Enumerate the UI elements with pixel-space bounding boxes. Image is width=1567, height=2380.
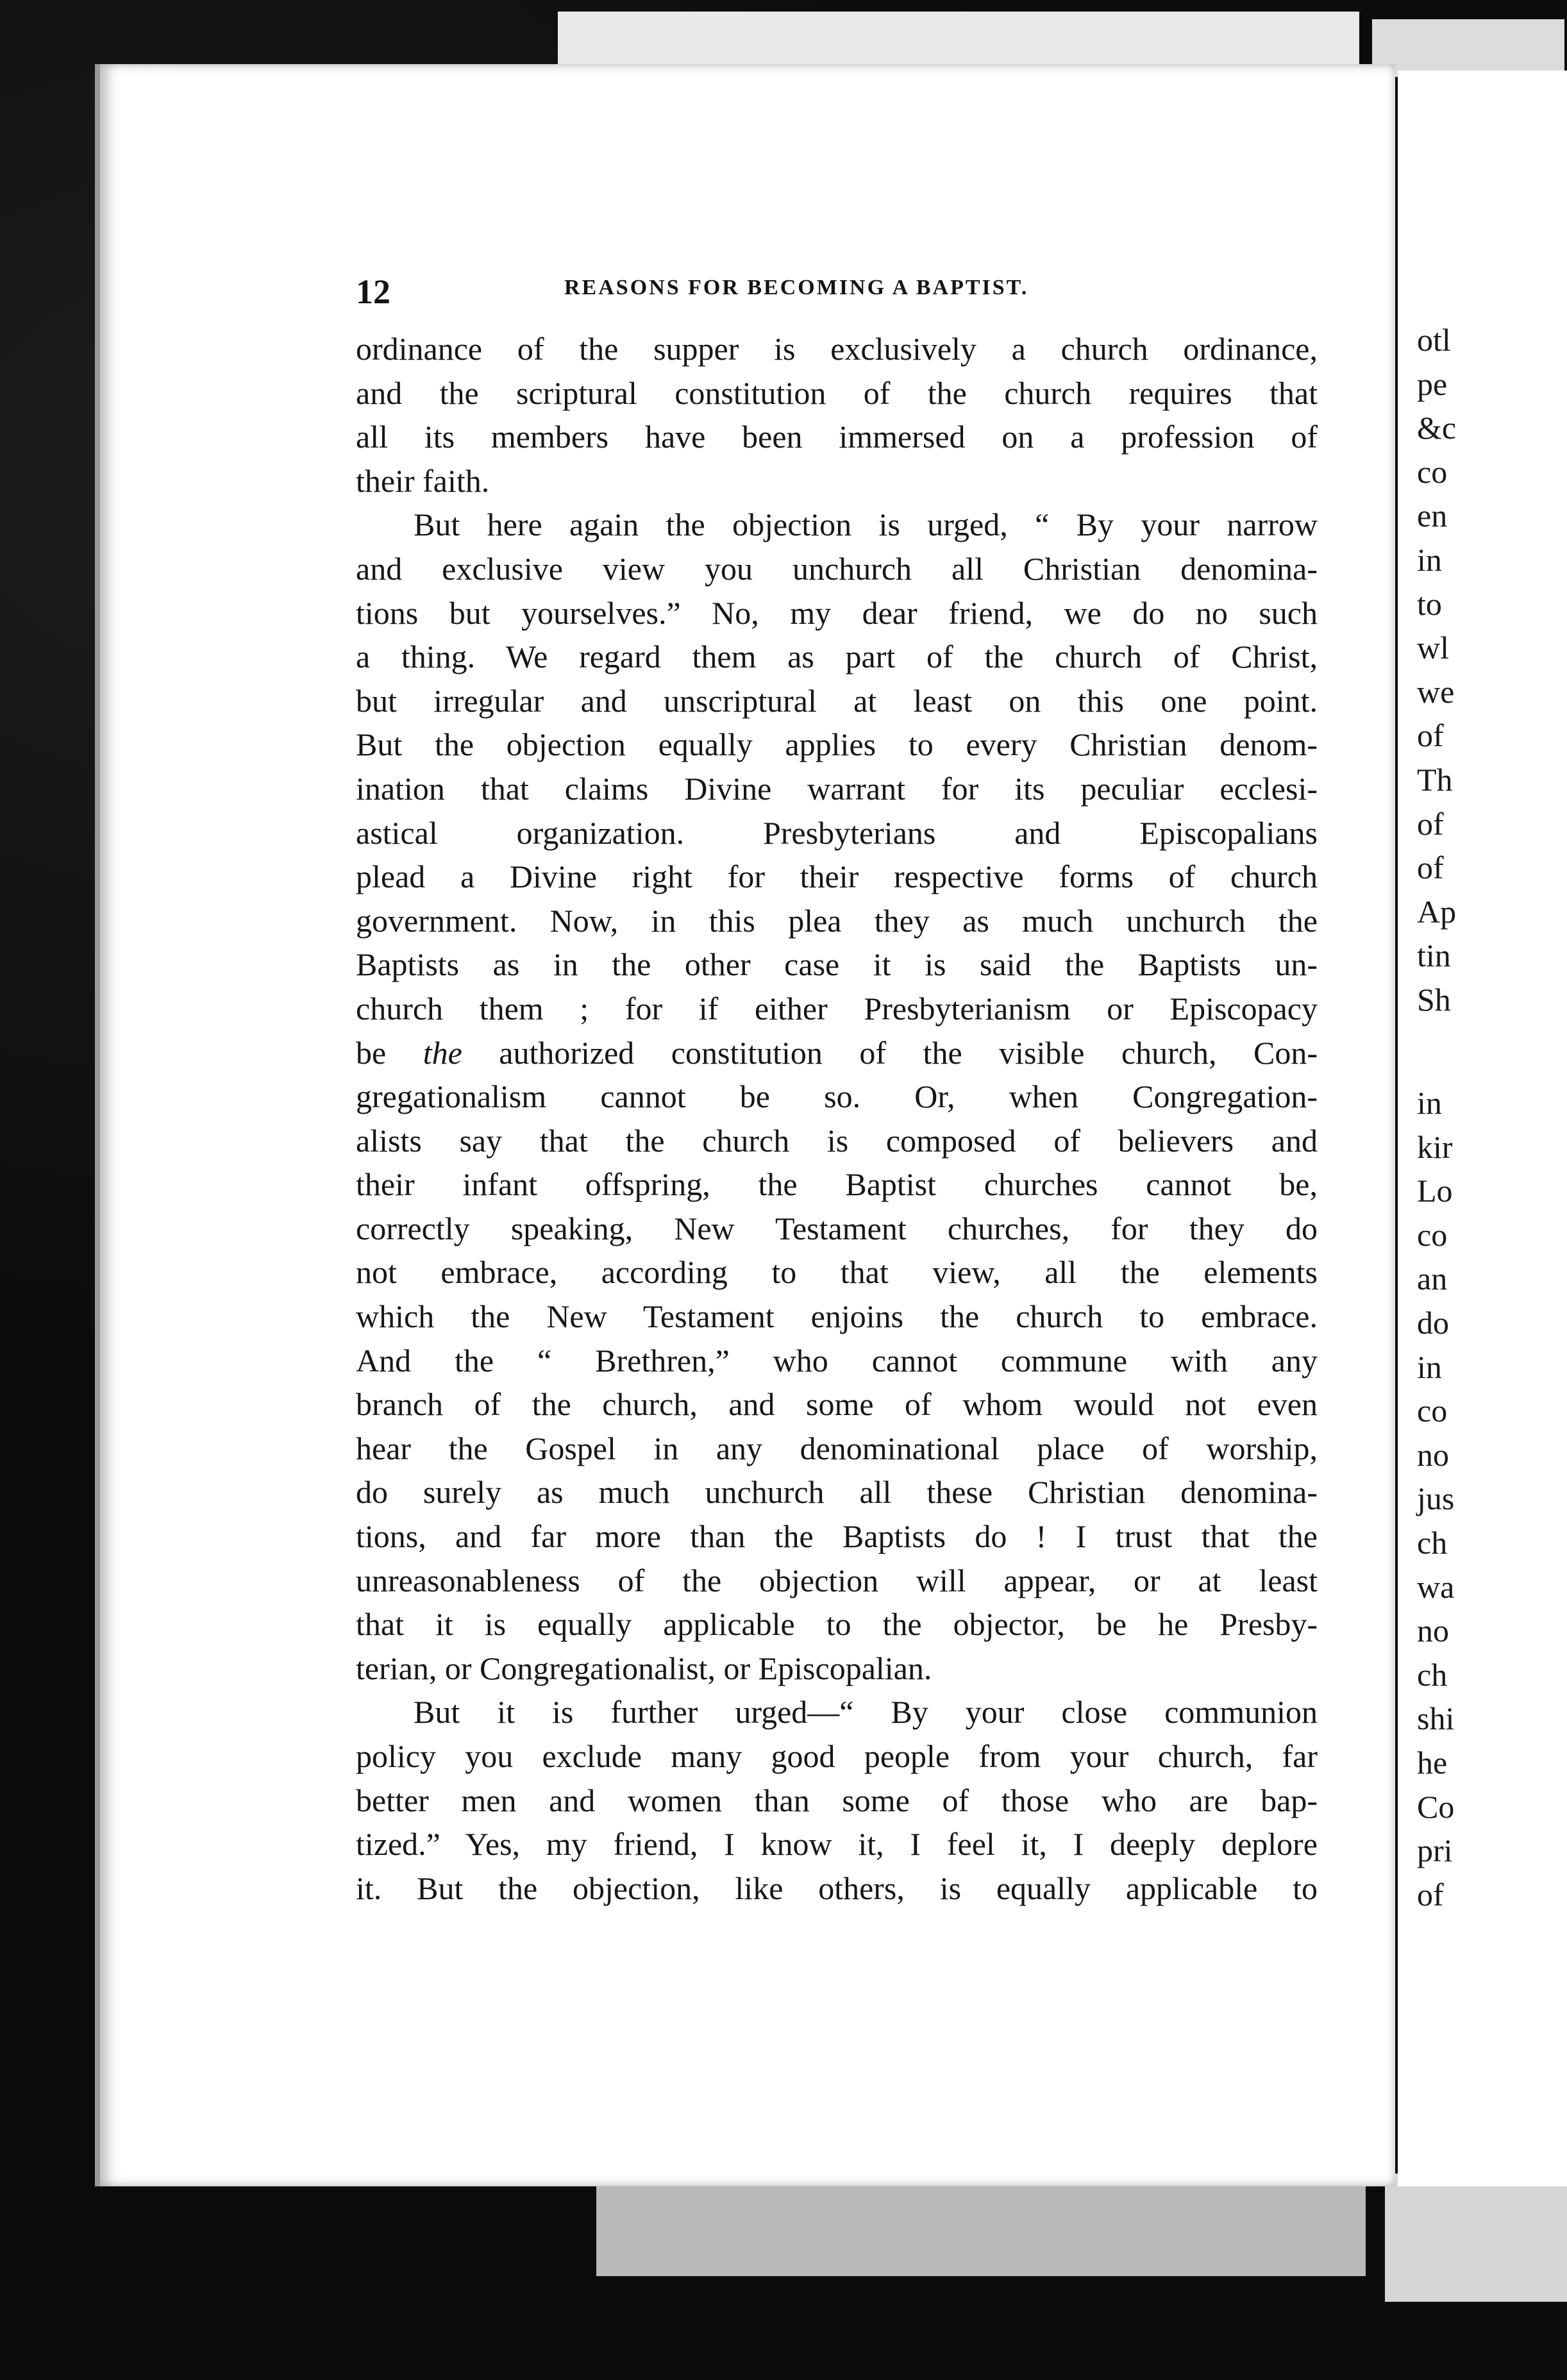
running-head: REASONS FOR BECOMING A BAPTIST. <box>564 276 1029 299</box>
text-line: tions, and far more than the Baptists do ! I trust that the <box>356 1518 1318 1555</box>
text-line-with-italic <box>356 1031 1318 1075</box>
text-line: terian, or Congregationalist, or Episcopalian. <box>356 1650 932 1686</box>
text-line: their infant offspring, the Baptist churches cannot be, <box>356 1166 1318 1203</box>
facing-page-fragment: of <box>1417 850 1444 886</box>
text-line: not embrace, according to that view, all the elements <box>356 1254 1318 1291</box>
facing-page-fragment: we <box>1417 673 1455 710</box>
facing-page-fragment: ch <box>1417 1656 1448 1693</box>
facing-page-fragment: in <box>1417 1085 1442 1121</box>
text-line: branch of the church, and some of whom would not even <box>356 1386 1318 1423</box>
page-number: 12 <box>356 272 390 311</box>
text-line: and exclusive view you unchurch all Christian denomina- <box>356 550 1318 587</box>
facing-page-fragment: wa <box>1417 1568 1455 1605</box>
facing-page-fragment: of <box>1417 1876 1444 1913</box>
text-fragment: authorized constitution of the visible church, Con- <box>499 1034 1318 1071</box>
text-line: tized.” Yes, my friend, I know it, I feel it, I deeply deplore <box>356 1826 1318 1863</box>
page-edge-bottom <box>596 2180 1366 2276</box>
text-line: it. But the objection, like others, is equally applicable to <box>356 1870 1318 1906</box>
facing-page-fragment: Lo <box>1417 1173 1453 1209</box>
italic-word: the <box>423 1034 462 1071</box>
facing-page-fragment: shi <box>1417 1700 1455 1737</box>
facing-page-fragment: &c <box>1417 410 1457 446</box>
text-line: unreasonableness of the objection will appear, or at least <box>356 1562 1318 1598</box>
text-line: but irregular and unscriptural at least on this one point. <box>356 682 1318 719</box>
facing-page-fragment: co <box>1417 1216 1448 1253</box>
text-line: plead a Divine right for their respective forms of church <box>356 859 1318 895</box>
facing-page-fragment: Ap <box>1417 893 1457 930</box>
facing-page-fragment: kir <box>1417 1128 1453 1165</box>
text-line: which the New Testament enjoins the church to embrace. <box>356 1298 1318 1335</box>
text-line: But it is further urged—“ By your close communion <box>414 1694 1318 1731</box>
facing-page-fragment: in <box>1417 542 1442 578</box>
text-line: correctly speaking, New Testament churches, for they do <box>356 1210 1318 1246</box>
facing-page-fragment: he <box>1417 1745 1448 1781</box>
text-line: their faith. <box>356 462 490 499</box>
text-line: a thing. We regard them as part of the church of Christ, <box>356 639 1318 675</box>
text-line: But the objection equally applies to every Christian denom- <box>356 726 1318 763</box>
text-fragment: be <box>356 1034 387 1071</box>
facing-page-fragment: of <box>1417 805 1444 842</box>
body-text <box>356 327 1318 1910</box>
facing-page-fragment: Sh <box>1417 982 1451 1018</box>
facing-page-fragment: ch <box>1417 1525 1448 1561</box>
text-line: ordinance of the supper is exclusively a church ordinance, <box>356 331 1318 367</box>
text-line: tions but yourselves.” No, my dear friend, we do no such <box>356 594 1318 631</box>
page-edge-top-right <box>1372 19 1564 77</box>
facing-page-fragment: pe <box>1417 365 1448 402</box>
facing-page-fragment: Th <box>1417 762 1453 798</box>
text-line: astical organization. Presbyterians and Episcopalians <box>356 814 1318 851</box>
page-edge-bottom-right <box>1385 2174 1567 2302</box>
text-line: better men and women than some of those who are bap- <box>356 1782 1318 1818</box>
facing-page-fragment: no <box>1417 1436 1449 1473</box>
text-line: And the “ Brethren,” who cannot commune with any <box>356 1342 1318 1379</box>
text-line: gregationalism cannot be so. Or, when Congregation- <box>356 1078 1318 1115</box>
facing-page-fragment: jus <box>1417 1480 1455 1517</box>
text-line: all its members have been immersed on a profession of <box>356 419 1318 455</box>
text-line: church them ; for if either Presbyterianism or Episcopacy <box>356 990 1318 1027</box>
facing-page-fragment: in <box>1417 1348 1442 1385</box>
facing-page-fragment: otl <box>1417 322 1451 358</box>
facing-page-fragment: no <box>1417 1613 1449 1649</box>
text-line: government. Now, in this plea they as much unchurch the <box>356 902 1318 939</box>
facing-page-fragment: Co <box>1417 1788 1455 1825</box>
facing-page-fragment: wl <box>1417 630 1449 666</box>
text-line: Baptists as in the other case it is said the Baptists un- <box>356 946 1318 983</box>
text-line: But here again the objection is urged, “ By your narrow <box>414 507 1318 543</box>
facing-page-fragment: co <box>1417 453 1448 490</box>
facing-page-fragment: en <box>1417 498 1448 534</box>
text-line: do surely as much unchurch all these Christian denomina- <box>356 1474 1318 1511</box>
text-line: that it is equally applicable to the objector, be he Presby- <box>356 1606 1318 1643</box>
facing-page-fragment: tin <box>1417 937 1451 974</box>
facing-page-fragment: of <box>1417 717 1444 754</box>
text-line: hear the Gospel in any denominational place of worship, <box>356 1430 1318 1466</box>
facing-page-fragment: pri <box>1417 1832 1453 1869</box>
text-line: alists say that the church is composed of believers and <box>356 1122 1318 1159</box>
text-line: ination that claims Divine warrant for its peculiar ecclesi- <box>356 770 1318 807</box>
text-line: and the scriptural constitution of the church requires that <box>356 374 1318 411</box>
text-line: policy you exclude many good people from your church, far <box>356 1738 1318 1774</box>
facing-page-fragment: co <box>1417 1393 1448 1429</box>
facing-page-fragment: do <box>1417 1305 1449 1341</box>
facing-page-fragment: to <box>1417 585 1442 622</box>
facing-page-fragment: an <box>1417 1261 1448 1297</box>
